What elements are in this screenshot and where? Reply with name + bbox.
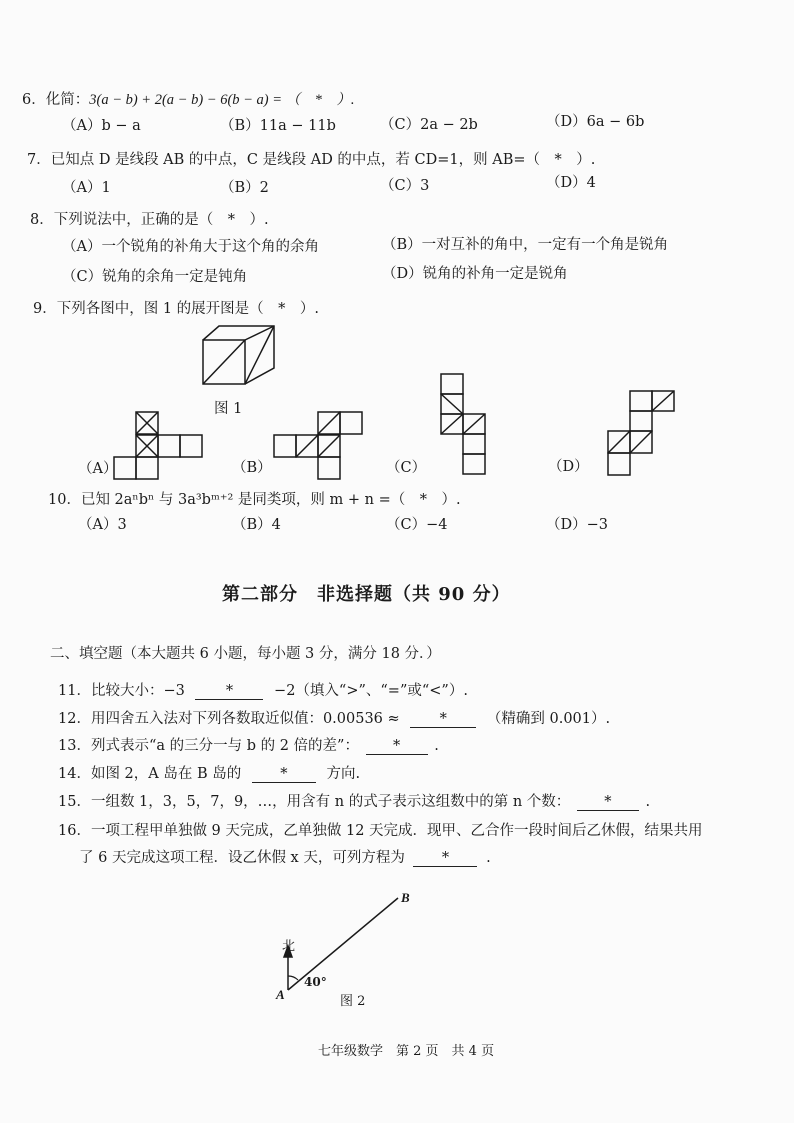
part2-title: 第二部分 非选择题（共 90 分） xyxy=(222,584,511,605)
fig2-angle-label: 40° xyxy=(304,975,327,989)
q12: 12．用四舍五入法对下列各数取近似值：0.00536 ≈ * （精确到 0.001）. xyxy=(58,711,611,727)
q10-option-b[interactable]: （B）4 xyxy=(232,517,281,533)
q10-stem: 10．已知 2aⁿbⁿ 与 3a³bᵐ⁺² 是同类项，则 m + n =（ * ）. xyxy=(48,492,461,508)
q15-answer-blank[interactable]: * xyxy=(577,794,639,811)
fill-section-title: 二、填空题（本大题共 6 小题，每小题 3 分，满分 18 分．） xyxy=(50,646,441,662)
q10-option-a[interactable]: （A）3 xyxy=(78,517,127,533)
q16-line2: 了 6 天完成这项工程．设乙休假 x 天，可列方程为 * . xyxy=(79,850,491,866)
q14: 14．如图 2，A 岛在 B 岛的 * 方向. xyxy=(58,766,361,782)
q10-option-c[interactable]: （C）−4 xyxy=(386,517,448,533)
q11-answer-blank[interactable]: * xyxy=(195,683,263,700)
q8-stem: 8．下列说法中，正确的是（ * ）. xyxy=(30,212,269,228)
q7-stem: 7．已知点 D 是线段 AB 的中点，C 是线段 AD 的中点，若 CD=1，则 AB=（ * ）. xyxy=(27,152,596,168)
q9-stem: 9．下列各图中，图 1 的展开图是（ * ）. xyxy=(33,301,320,317)
q7-option-c[interactable]: （C）3 xyxy=(380,178,430,194)
q8-option-c[interactable]: （C）锐角的余角一定是钝角 xyxy=(62,269,248,285)
q6-expression: 3(a − b) + 2(a − b) − 6(b − a) = （ * ）. xyxy=(89,92,355,108)
fig2-label-a: A xyxy=(276,987,285,1002)
q6-stem: 6．化简：3(a − b) + 2(a − b) − 6(b − a) = （ * ）. xyxy=(22,92,355,108)
page-footer: 七年级数学 第 2 页 共 4 页 xyxy=(318,1044,495,1059)
q14-answer-blank[interactable]: * xyxy=(252,766,316,783)
q9-option-a[interactable]: （A） xyxy=(78,461,118,477)
fig2-caption: 图 2 xyxy=(340,994,366,1009)
net-a-diagram[interactable] xyxy=(113,411,205,481)
fig1-cube xyxy=(198,322,282,390)
q13: 13．列式表示“a 的三分一与 b 的 2 倍的差”： * . xyxy=(58,738,439,754)
net-d-diagram[interactable] xyxy=(607,390,677,478)
q16-answer-blank[interactable]: * xyxy=(413,850,477,867)
q9-option-d[interactable]: （D） xyxy=(548,459,589,475)
q9-option-b[interactable]: （B） xyxy=(232,460,272,476)
q8-option-b[interactable]: （B）一对互补的角中，一定有一个角是锐角 xyxy=(382,237,669,253)
net-b-diagram[interactable] xyxy=(273,411,365,481)
q16-line1: 16．一项工程甲单独做 9 天完成，乙单独做 12 天完成．现甲、乙合作一段时间后乙休假，结果共用 xyxy=(58,823,703,839)
q15: 15．一组数 1，3，5，7，9，…，用含有 n 的式子表示这组数中的第 n 个数： * . xyxy=(58,794,651,810)
q7-option-a[interactable]: （A）1 xyxy=(62,180,111,196)
q6-option-b[interactable]: （B）11a − 11b xyxy=(220,118,336,134)
q11: 11．比较大小：−3 * −2（填入“>”、“=”或“<”）. xyxy=(58,683,468,699)
q13-answer-blank[interactable]: * xyxy=(366,738,428,755)
q12-answer-blank[interactable]: * xyxy=(410,711,476,728)
q7-option-b[interactable]: （B）2 xyxy=(220,180,269,196)
q6-option-d[interactable]: （D）6a − 6b xyxy=(546,114,645,130)
q6-option-a[interactable]: （A）b − a xyxy=(62,118,141,134)
q7-option-d[interactable]: （D）4 xyxy=(546,175,596,191)
q6-option-c[interactable]: （C）2a − 2b xyxy=(380,117,478,133)
q8-option-a[interactable]: （A）一个锐角的补角大于这个角的余角 xyxy=(62,239,319,255)
q9-option-c[interactable]: （C） xyxy=(386,460,427,476)
net-c-diagram[interactable] xyxy=(440,373,486,478)
fig2-label-b: B xyxy=(401,890,410,905)
q8-option-d[interactable]: （D）锐角的补角一定是锐角 xyxy=(382,266,568,282)
fig2-north-label: 北 xyxy=(282,939,296,954)
fig1-label: 图 1 xyxy=(214,401,243,417)
q10-option-d[interactable]: （D）−3 xyxy=(546,517,609,533)
